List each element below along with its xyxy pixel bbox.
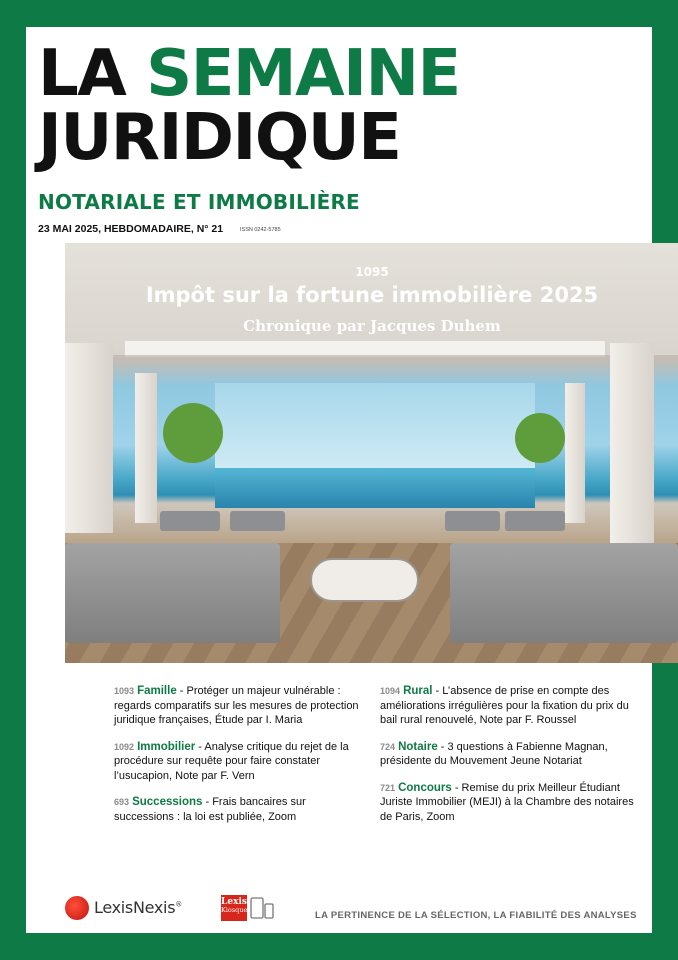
contents-item (380, 781, 642, 825)
contents-item (114, 795, 364, 824)
cover-subtitle: Chronique par Jacques Duhem (243, 317, 501, 335)
item-number: 1092 (114, 741, 135, 752)
item-number: 1094 (380, 686, 401, 696)
item-text: - Frais bancaires sur successions : la loi est publiée, Zoom (114, 796, 306, 823)
contents-item (380, 740, 642, 769)
masthead-juridique: JURIDIQUE (38, 101, 401, 175)
cover-image (65, 243, 678, 663)
contents-right (380, 684, 642, 836)
item-text: - L’absence de prise en compte des améliorations irrégulières pour la fixation du prix du bail rural renouvelé, Note par F. Roussel (380, 685, 629, 726)
item-category: Notaire (398, 740, 438, 753)
item-category: Successions (132, 796, 203, 808)
tagline: LA PERTINENCE DE LA SÉLECTION, LA FIABILITÉ DES ANALYSES (315, 910, 637, 921)
item-number: 693 (114, 797, 130, 807)
masthead-line1 (38, 37, 460, 111)
item-number: 724 (380, 741, 396, 752)
masthead-la: LA (38, 37, 147, 111)
masthead-subtitle: NOTARIALE ET IMMOBILIÈRE (38, 190, 360, 214)
issue-line: 23 MAI 2025, HEBDOMADAIRE, N° 21 (38, 223, 224, 235)
item-text: - 3 questions à Fabienne Magnan, présidente du Mouvement Jeune Notariat (380, 740, 608, 767)
contents-item (114, 740, 364, 784)
contents-item (380, 684, 642, 728)
cover-title: Impôt sur la fortune immobilière 2025 (145, 283, 599, 307)
item-category: Concours (398, 781, 452, 794)
lexis-kiosque-icon: Lexis Kiosque (221, 895, 247, 921)
contents-item (114, 684, 364, 728)
contents-left (114, 684, 364, 836)
item-number: 1093 (114, 686, 135, 696)
issn: ISSN 0242-5785 (240, 227, 281, 233)
item-text: - Remise du prix Meilleur Étudiant Juriste Immobilier (MEJI) à la Chambre des notaires de Paris, Zoom (380, 781, 634, 823)
cover-article-number: 1095 (355, 265, 389, 279)
devices-icon (250, 896, 274, 920)
item-number: 721 (380, 782, 396, 793)
publisher-name: LexisNexis® (94, 898, 182, 917)
item-text: - Protéger un majeur vulnérable : regards comparatifs sur les mesures de protection juridique françaises, Étude par I. Maria (114, 685, 359, 726)
item-category: Rural (403, 685, 433, 697)
lexisnexis-logo-icon (65, 896, 89, 920)
masthead-semaine: SEMAINE (146, 37, 460, 111)
item-category: Immobilier (137, 740, 196, 753)
item-category: Famille (137, 685, 177, 697)
item-text: - Analyse critique du rejet de la procédure sur requête pour faire constater l’usucapion, Note par F. Vern (114, 740, 349, 782)
